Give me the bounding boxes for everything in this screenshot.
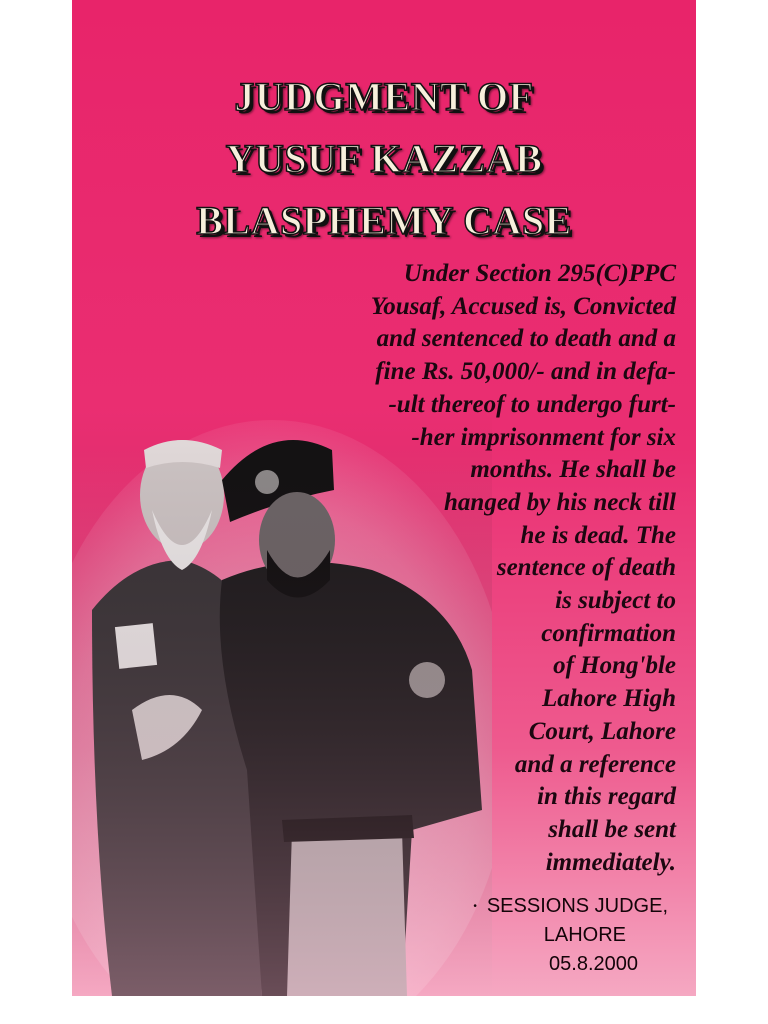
verdict-line: hanged by his neck till xyxy=(444,488,676,516)
verdict-line: Yousaf, Accused is, Convicted xyxy=(370,292,676,320)
title-line-1: JUDGMENT OF xyxy=(234,74,534,119)
verdict-line: sentence of death xyxy=(496,554,676,582)
verdict-line: is subject to xyxy=(555,587,676,615)
verdict-line: in this regard xyxy=(537,783,676,811)
verdict-line: he is dead. The xyxy=(520,521,676,549)
verdict-line: Under Section 295(C)PPC xyxy=(403,260,676,287)
verdict-line: -ult thereof to undergo furt- xyxy=(388,390,676,418)
verdict-text xyxy=(276,258,676,879)
verdict-line: and sentenced to death and a xyxy=(376,325,676,353)
judge-signature-block xyxy=(428,892,668,979)
verdict-line: of Hong'ble xyxy=(553,652,676,680)
verdict-line: Court, Lahore xyxy=(528,717,676,745)
verdict-line: Lahore High xyxy=(541,685,676,713)
verdict-line: immediately. xyxy=(545,848,676,876)
cover-title xyxy=(72,66,696,252)
verdict-line: fine Rs. 50,000/- and in defa- xyxy=(375,358,676,386)
book-cover xyxy=(72,0,696,996)
title-line-3: BLASPHEMY CASE xyxy=(196,198,572,243)
verdict-line: and a reference xyxy=(514,750,676,778)
judge-title: • SESSIONS JUDGE, xyxy=(428,892,668,921)
verdict-line: -her imprisonment for six xyxy=(411,423,676,451)
judgment-date: 05.8.2000 xyxy=(549,953,638,976)
verdict-line: confirmation xyxy=(541,619,676,647)
title-line-2: YUSUF KAZZAB xyxy=(225,136,543,181)
verdict-line: shall be sent xyxy=(548,815,676,843)
judge-city: LAHORE xyxy=(543,924,626,947)
verdict-line: months. He shall be xyxy=(470,456,676,484)
